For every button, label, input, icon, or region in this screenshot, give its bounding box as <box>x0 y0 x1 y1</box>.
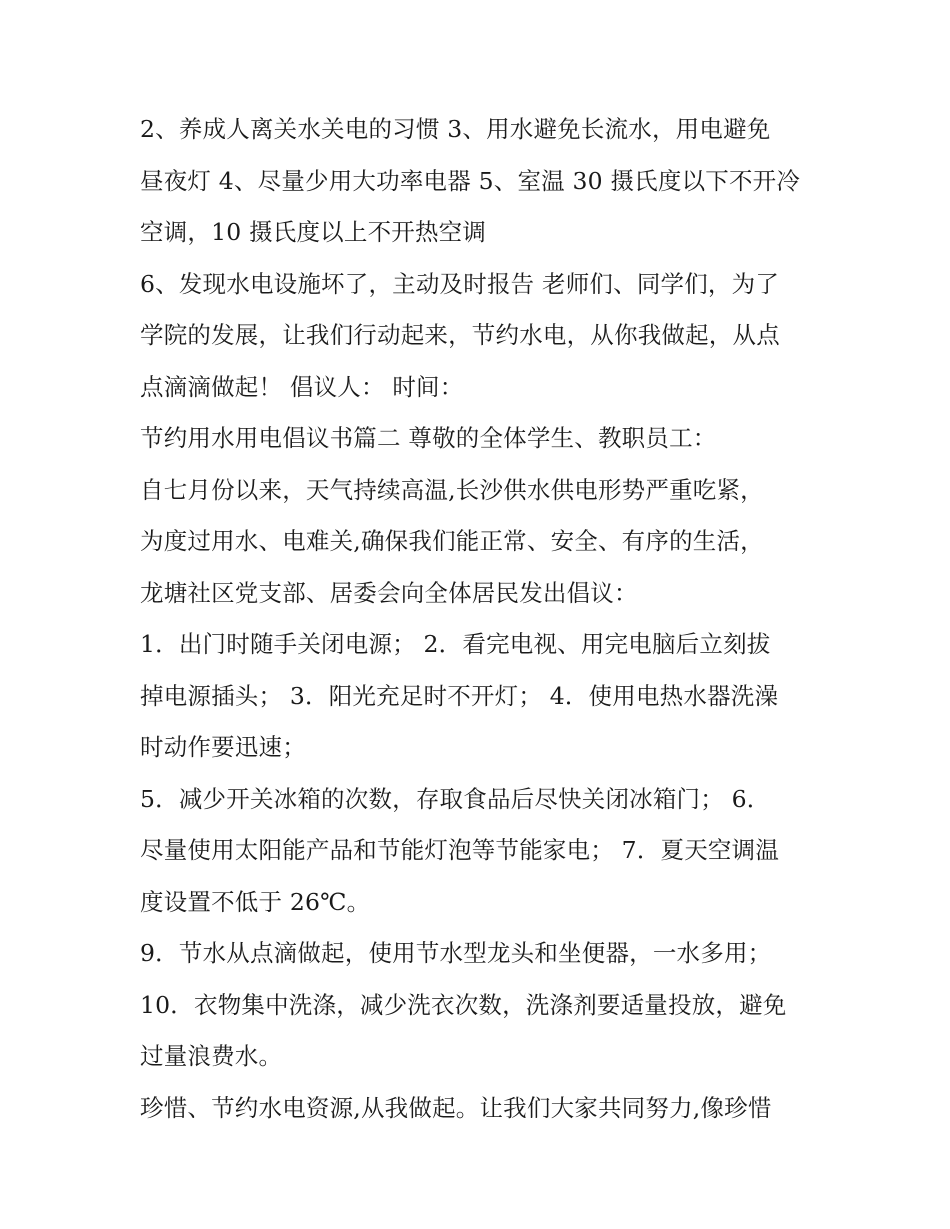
text-line: 尽量使用太阳能产品和节能灯泡等节能家电； 7．夏天空调温 <box>140 836 780 864</box>
text-line: 自七月份以来，天气持续高温,长沙供水供电形势严重吃紧， <box>140 475 764 504</box>
text-line: 点滴滴做起！ 倡议人： 时间： <box>140 372 464 401</box>
text-line: 时动作要迅速； <box>140 733 306 761</box>
text-line: 空调，10 摄氏度以上不开热空调 <box>140 218 487 246</box>
text-line: 为度过用水、电难关,确保我们能正常、安全、有序的生活， <box>140 527 764 555</box>
text-line: 掉电源插头； 3．阳光充足时不开灯； 4．使用电热水器洗澡 <box>140 681 779 710</box>
text-line: 学院的发展，让我们行动起来，节约水电，从你我做起，从点 <box>140 321 780 349</box>
text-line: 9．节水从点滴做起，使用节水型龙头和坐便器，一水多用； <box>140 939 772 967</box>
text-line: 珍惜、节约水电资源,从我做起。让我们大家共同努力,像珍惜 <box>140 1093 772 1122</box>
text-line: 2、养成人离关水关电的习惯 3、用水避免长流水，用电避免 <box>140 115 771 143</box>
text-line: 度设置不低于 26℃。 <box>140 887 371 916</box>
text-line: 6、发现水电设施坏了，主动及时报告 老师们、同学们，为了 <box>140 269 780 298</box>
text-line: 过量浪费水。 <box>140 1042 283 1070</box>
text-line: 节约用水用电倡议书篇二 尊敬的全体学生、教职员工： <box>140 424 717 452</box>
text-line: 5．减少开关冰箱的次数，存取食品后尽快关闭冰箱门； 6． <box>140 784 771 813</box>
document-body <box>140 108 830 1138</box>
text-line: 1．出门时随手关闭电源； 2．看完电视、用完电脑后立刻拔 <box>140 630 771 658</box>
text-line: 10．衣物集中洗涤，减少洗衣次数，洗涤剂要适量投放，避免 <box>140 990 787 1019</box>
text-line: 昼夜灯 4、尽量少用大功率电器 5、室温 30 摄氏度以下不开冷 <box>140 166 801 195</box>
text-line: 龙塘社区党支部、居委会向全体居民发出倡议： <box>140 578 638 607</box>
